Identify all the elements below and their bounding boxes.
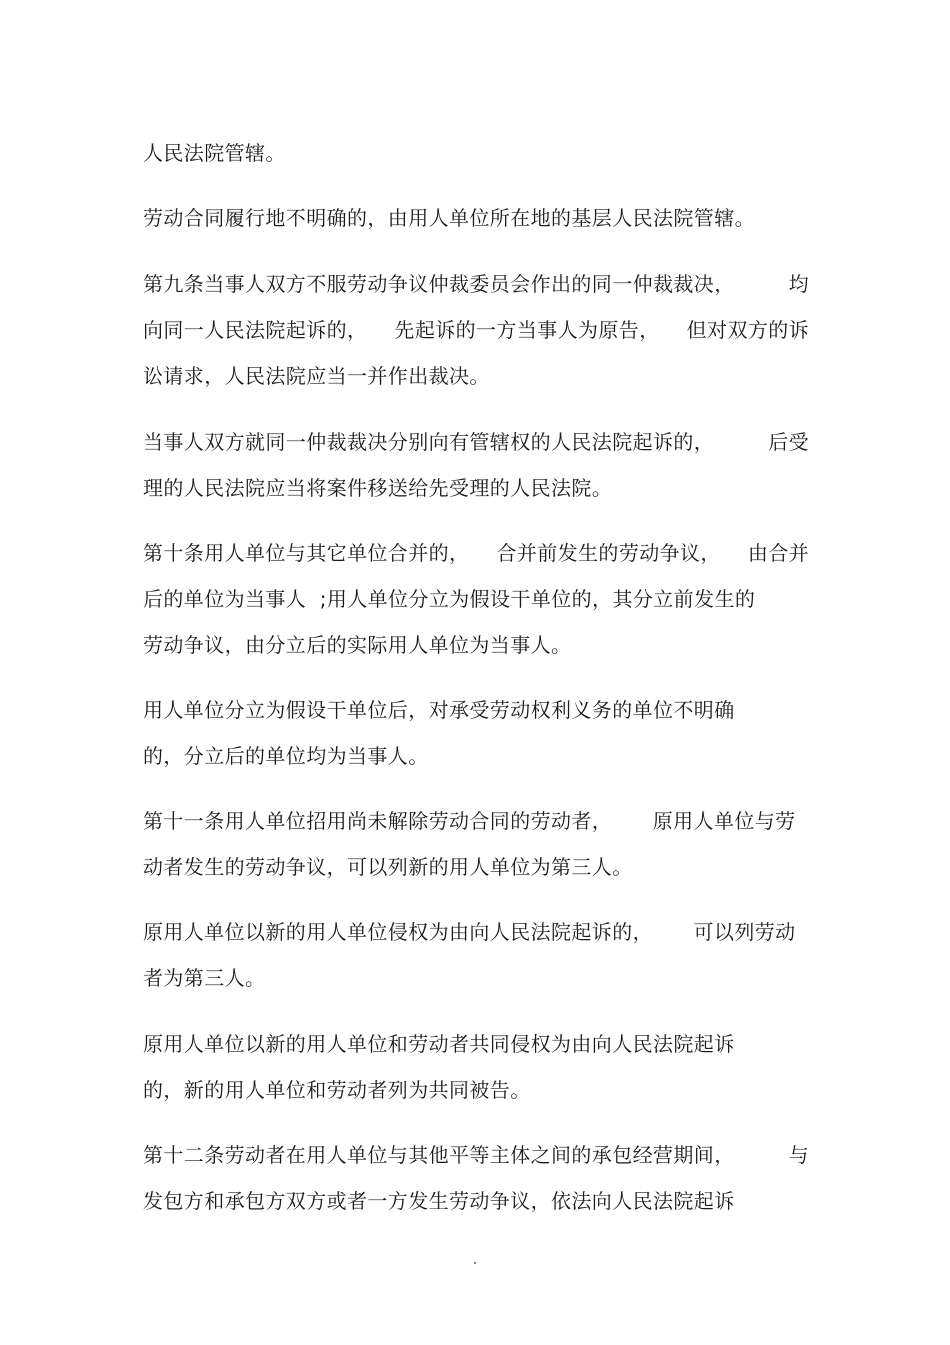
text-line: 原用人单位以新的用人单位和劳动者共同侵权为由向人民法院起诉 xyxy=(143,1032,735,1056)
text-line: 第十条用人单位与其它单位合并的， 合并前发生的劳动争议， 由合并 xyxy=(143,541,810,565)
text-line: 第九条当事人双方不服劳动争议仲裁委员会作出的同一仲裁裁决， 均 xyxy=(143,272,810,296)
text-line: 的，新的用人单位和劳动者列为共同被告。 xyxy=(143,1078,531,1102)
text-line: 的，分立后的单位均为当事人。 xyxy=(143,744,429,768)
text-line: 向同一人民法院起诉的， 先起诉的一方当事人为原告， 但对双方的诉 xyxy=(143,318,810,342)
text-line: 劳动合同履行地不明确的，由用人单位所在地的基层人民法院管辖。 xyxy=(143,206,755,230)
page-footer-dot xyxy=(474,1262,476,1264)
text-line: 人民法院管辖。 xyxy=(143,141,286,165)
text-line: 劳动争议，由分立后的实际用人单位为当事人。 xyxy=(143,633,572,657)
text-line: 动者发生的劳动争议，可以列新的用人单位为第三人。 xyxy=(143,855,633,879)
text-line: 用人单位分立为假设干单位后，对承受劳动权利义务的单位不明确 xyxy=(143,698,735,722)
text-line: 当事人双方就同一仲裁裁决分别向有管辖权的人民法院起诉的， 后受 xyxy=(143,430,810,454)
text-line: 第十二条劳动者在用人单位与其他平等主体之间的承包经营期间， 与 xyxy=(143,1143,810,1167)
text-line: 者为第三人。 xyxy=(143,966,266,990)
text-line: 原用人单位以新的用人单位侵权为由向人民法院起诉的， 可以列劳动 xyxy=(143,920,796,944)
text-line: 理的人民法院应当将案件移送给先受理的人民法院。 xyxy=(143,476,613,500)
text-line: 第十一条用人单位招用尚未解除劳动合同的劳动者， 原用人单位与劳 xyxy=(143,809,796,833)
text-line: 讼请求，人民法院应当一并作出裁决。 xyxy=(143,364,490,388)
text-line: 后的单位为当事人 ;用人单位分立为假设干单位的，其分立前发生的 xyxy=(143,587,756,611)
text-line: 发包方和承包方双方或者一方发生劳动争议，依法向人民法院起诉 xyxy=(143,1189,735,1213)
